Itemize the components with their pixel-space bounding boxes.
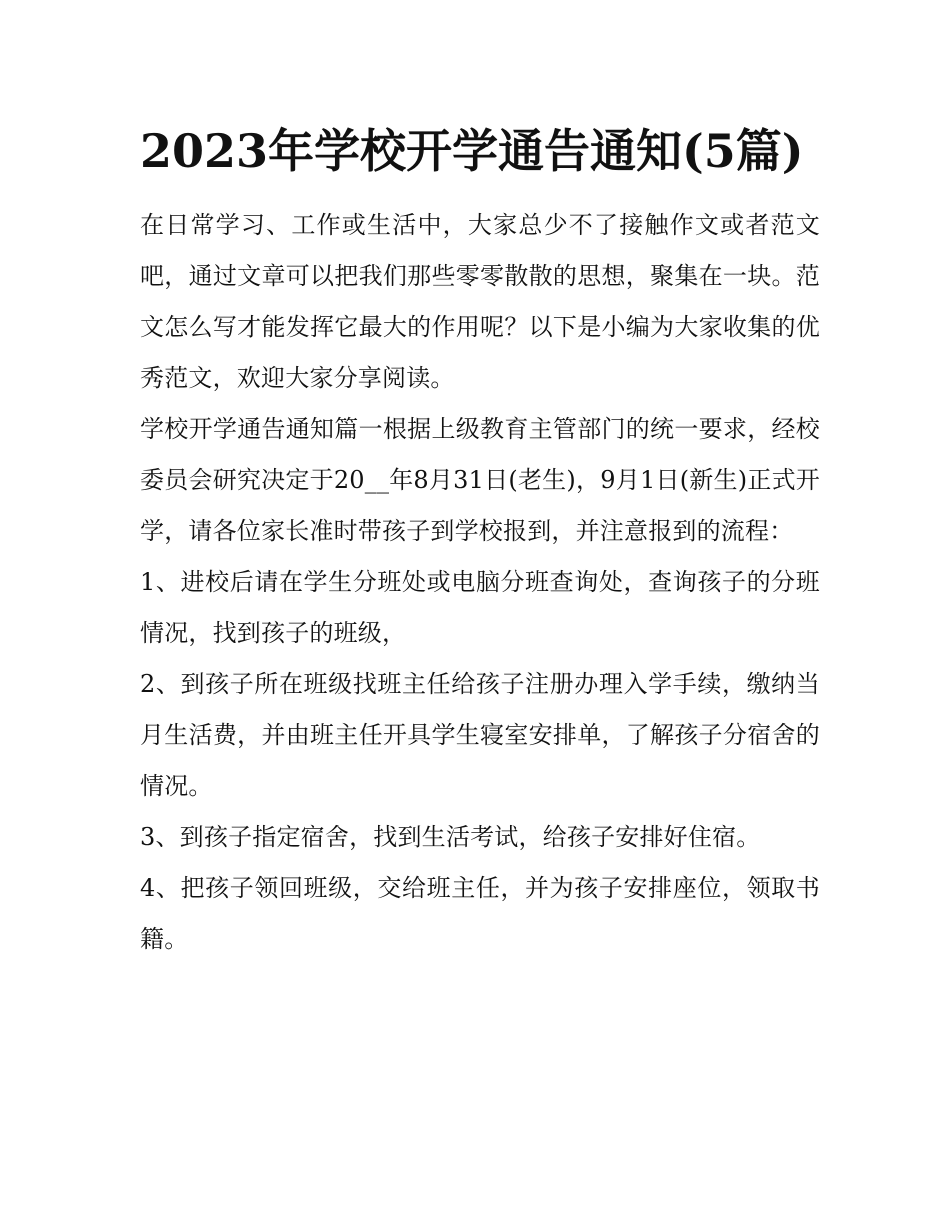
document-body	[140, 112, 820, 965]
paragraph-step-4: 4、把孩子领回班级，交给班主任，并为孩子安排座位，领取书籍。	[140, 874, 820, 953]
paragraph-step-3: 3、到孩子指定宿舍，找到生活考试，给孩子安排好住宿。	[140, 823, 761, 851]
paragraph-step-1: 1、进校后请在学生分班处或电脑分班查询处，查询孩子的分班情况，找到孩子的班级，	[140, 568, 820, 647]
document-title: 2023年学校开学通告通知(5篇)	[140, 124, 804, 178]
paragraph-notice: 学校开学通告通知篇一根据上级教育主管部门的统一要求，经校委员会研究决定于20__年8月31日(老生)，9月1日(新生)正式开学，请各位家长准时带孩子到学校报到，并注意报到的流程：	[140, 415, 820, 545]
paragraph-intro: 在日常学习、工作或生活中，大家总少不了接触作文或者范文吧，通过文章可以把我们那些零零散散的思想，聚集在一块。范文怎么写才能发挥它最大的作用呢？以下是小编为大家收集的优秀范文，欢迎大家分享阅读。	[140, 211, 820, 392]
paragraph-step-2: 2、到孩子所在班级找班主任给孩子注册办理入学手续，缴纳当月生活费，并由班主任开具学生寝室安排单，了解孩子分宿舍的情况。	[140, 670, 820, 800]
